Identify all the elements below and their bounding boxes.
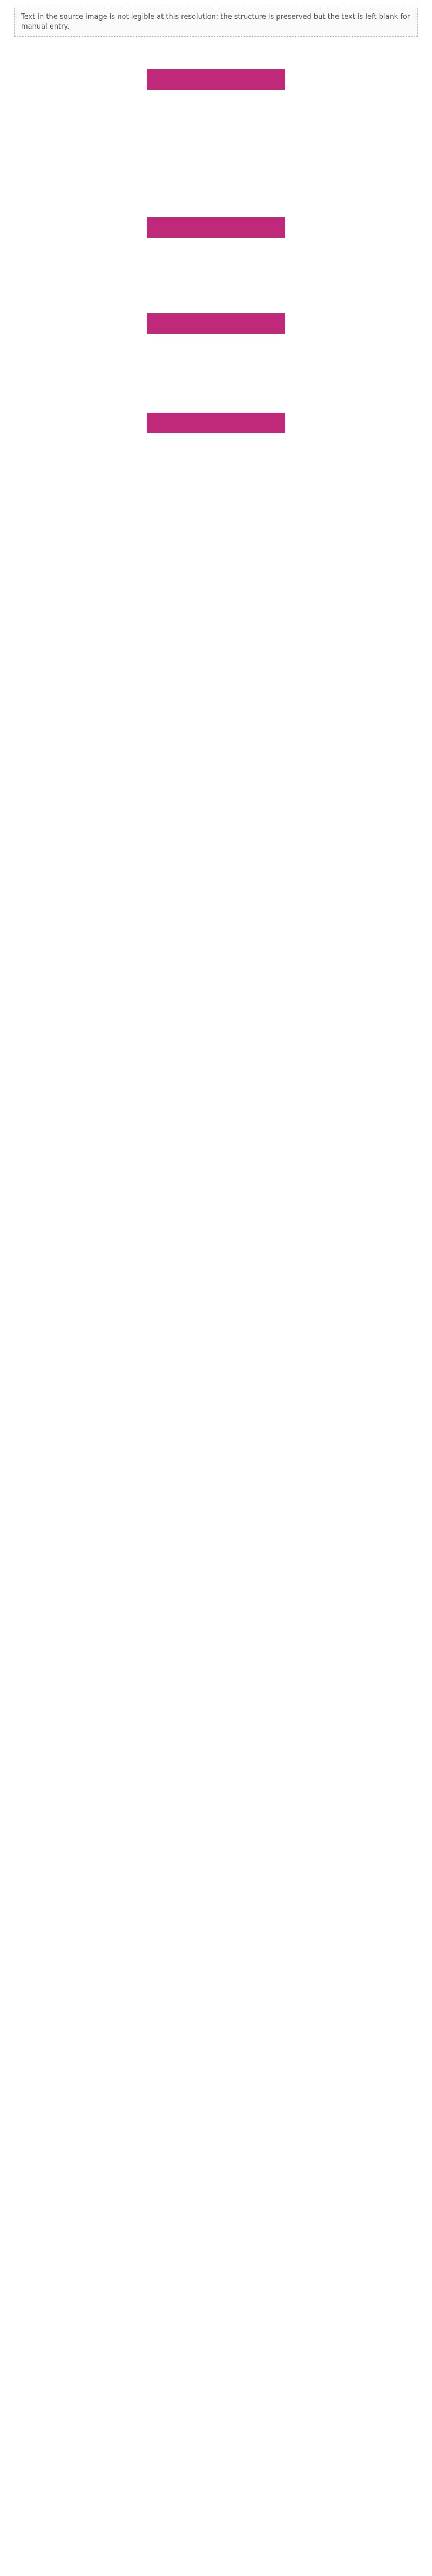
section-banner-wrap xyxy=(14,69,418,92)
branch-heading xyxy=(14,465,418,481)
section-banner xyxy=(147,413,285,433)
section-banner xyxy=(147,69,285,90)
sub-heading xyxy=(14,290,418,302)
section-banner xyxy=(147,217,285,238)
section-banner-wrap xyxy=(14,413,418,435)
branch-heading xyxy=(14,366,418,381)
branch-heading xyxy=(14,343,418,359)
branch-heading xyxy=(14,443,418,458)
sub-heading xyxy=(14,387,418,398)
branch-heading xyxy=(14,167,418,182)
branch-heading xyxy=(14,99,418,114)
sub-heading xyxy=(14,188,418,200)
section-banner-wrap xyxy=(14,313,418,336)
section-banner xyxy=(147,313,285,334)
branch-heading xyxy=(14,122,418,137)
section-banner-wrap xyxy=(14,217,418,240)
branch-heading xyxy=(14,247,418,262)
document-body xyxy=(14,43,418,481)
legibility-notice: Text in the source image is not legible at this resolution; the structure is preserved but the text is left blank for manual entry. xyxy=(14,8,418,37)
branch-heading xyxy=(14,145,418,160)
sub-heading xyxy=(14,43,418,55)
branch-heading xyxy=(14,270,418,285)
document-page xyxy=(0,0,432,501)
